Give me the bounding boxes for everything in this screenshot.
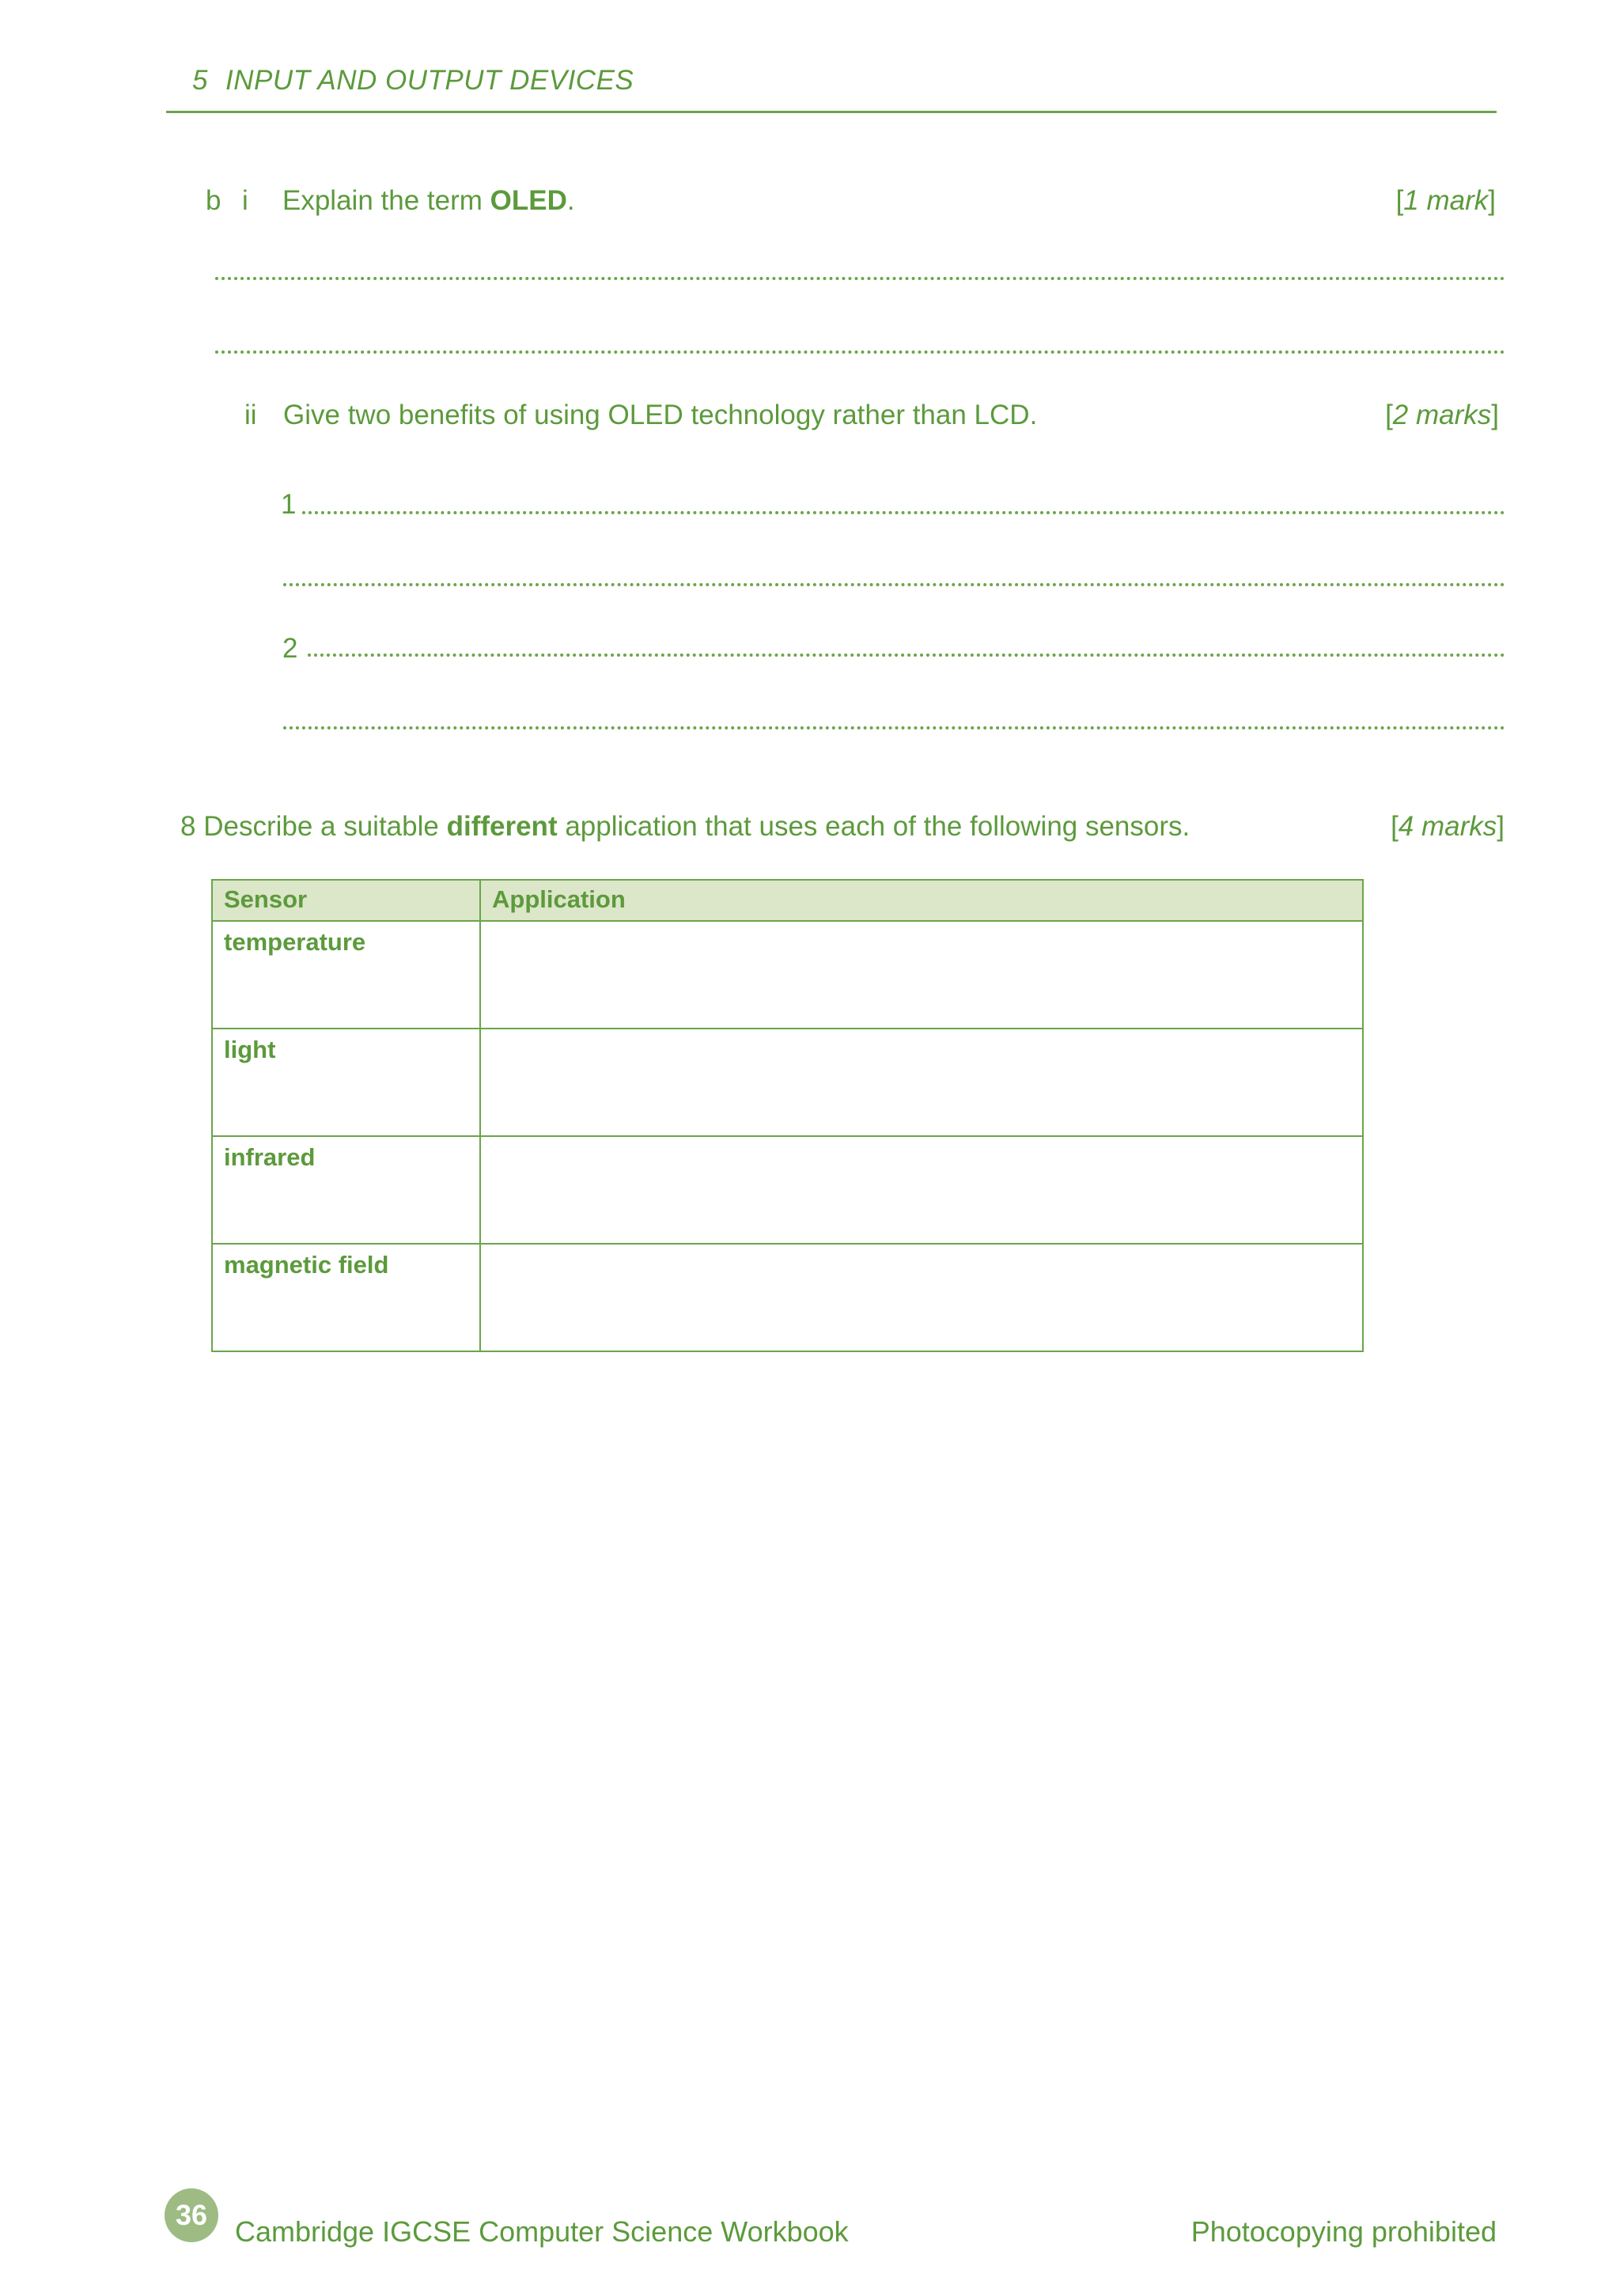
table-row <box>212 1136 1363 1244</box>
copyright-notice: Photocopying prohibited <box>1190 2215 1497 2248</box>
header-sensor: Sensor <box>212 880 480 921</box>
application-cell[interactable] <box>480 1136 1363 1244</box>
marks-value: 2 marks <box>1392 400 1492 430</box>
chapter-number: 5 <box>192 65 208 96</box>
question-8-text-after: application that uses each of the following sensors. <box>557 811 1190 842</box>
answer-1-label: 1 <box>281 489 297 520</box>
question-b-i-marks <box>1396 185 1496 217</box>
chapter-heading <box>192 65 634 97</box>
table-header-row <box>212 880 1363 921</box>
answer-line[interactable] <box>283 583 1505 586</box>
marks-close-bracket: ] <box>1488 185 1496 216</box>
question-b-i-numeral: i <box>242 185 248 216</box>
question-b-ii-marks <box>1385 400 1499 431</box>
page-number-badge: 36 <box>165 2188 218 2242</box>
question-8-emphasis: different <box>446 811 558 842</box>
header-application: Application <box>480 880 1363 921</box>
question-b-ii-text: Give two benefits of using OLED technology rather than LCD. <box>283 400 1038 430</box>
question-b-ii-numeral: ii <box>244 400 257 430</box>
question-b-i-term: OLED <box>490 185 567 216</box>
application-cell[interactable] <box>480 1244 1363 1351</box>
marks-close-bracket: ] <box>1491 400 1499 430</box>
sensor-cell: magnetic field <box>212 1244 480 1351</box>
sensor-cell: infrared <box>212 1136 480 1244</box>
application-cell[interactable] <box>480 921 1363 1029</box>
marks-value: 4 marks <box>1398 811 1497 842</box>
question-8-text-before: Describe a suitable <box>203 811 447 842</box>
answer-line[interactable] <box>215 277 1505 280</box>
question-8-text <box>180 811 1190 843</box>
sensor-cell: light <box>212 1029 480 1136</box>
answer-line[interactable] <box>215 350 1505 354</box>
table-row <box>212 1029 1363 1136</box>
answer-line[interactable] <box>308 654 1505 657</box>
chapter-title: INPUT AND OUTPUT DEVICES <box>225 65 634 96</box>
marks-open-bracket: [ <box>1395 185 1404 216</box>
sensor-cell: temperature <box>212 921 480 1029</box>
book-title: Cambridge IGCSE Computer Science Workbook <box>235 2215 849 2248</box>
table-row <box>212 1244 1363 1351</box>
marks-close-bracket: ] <box>1497 811 1505 842</box>
question-b-i-text <box>282 185 575 217</box>
question-b-i-text-after: . <box>566 185 575 216</box>
table-row <box>212 921 1363 1029</box>
question-8-marks <box>1391 811 1505 843</box>
application-cell[interactable] <box>480 1029 1363 1136</box>
question-b-i-text-before: Explain the term <box>282 185 490 216</box>
marks-open-bracket: [ <box>1391 811 1399 842</box>
answer-2-label: 2 <box>282 633 298 664</box>
question-8-number: 8 <box>180 811 196 842</box>
answer-line[interactable] <box>302 511 1505 514</box>
marks-value: 1 mark <box>1403 185 1489 216</box>
answer-line[interactable] <box>283 726 1505 729</box>
header-divider <box>166 111 1497 113</box>
marks-open-bracket: [ <box>1385 400 1393 430</box>
question-b-label: b <box>206 185 221 216</box>
sensor-table <box>211 879 1364 1352</box>
